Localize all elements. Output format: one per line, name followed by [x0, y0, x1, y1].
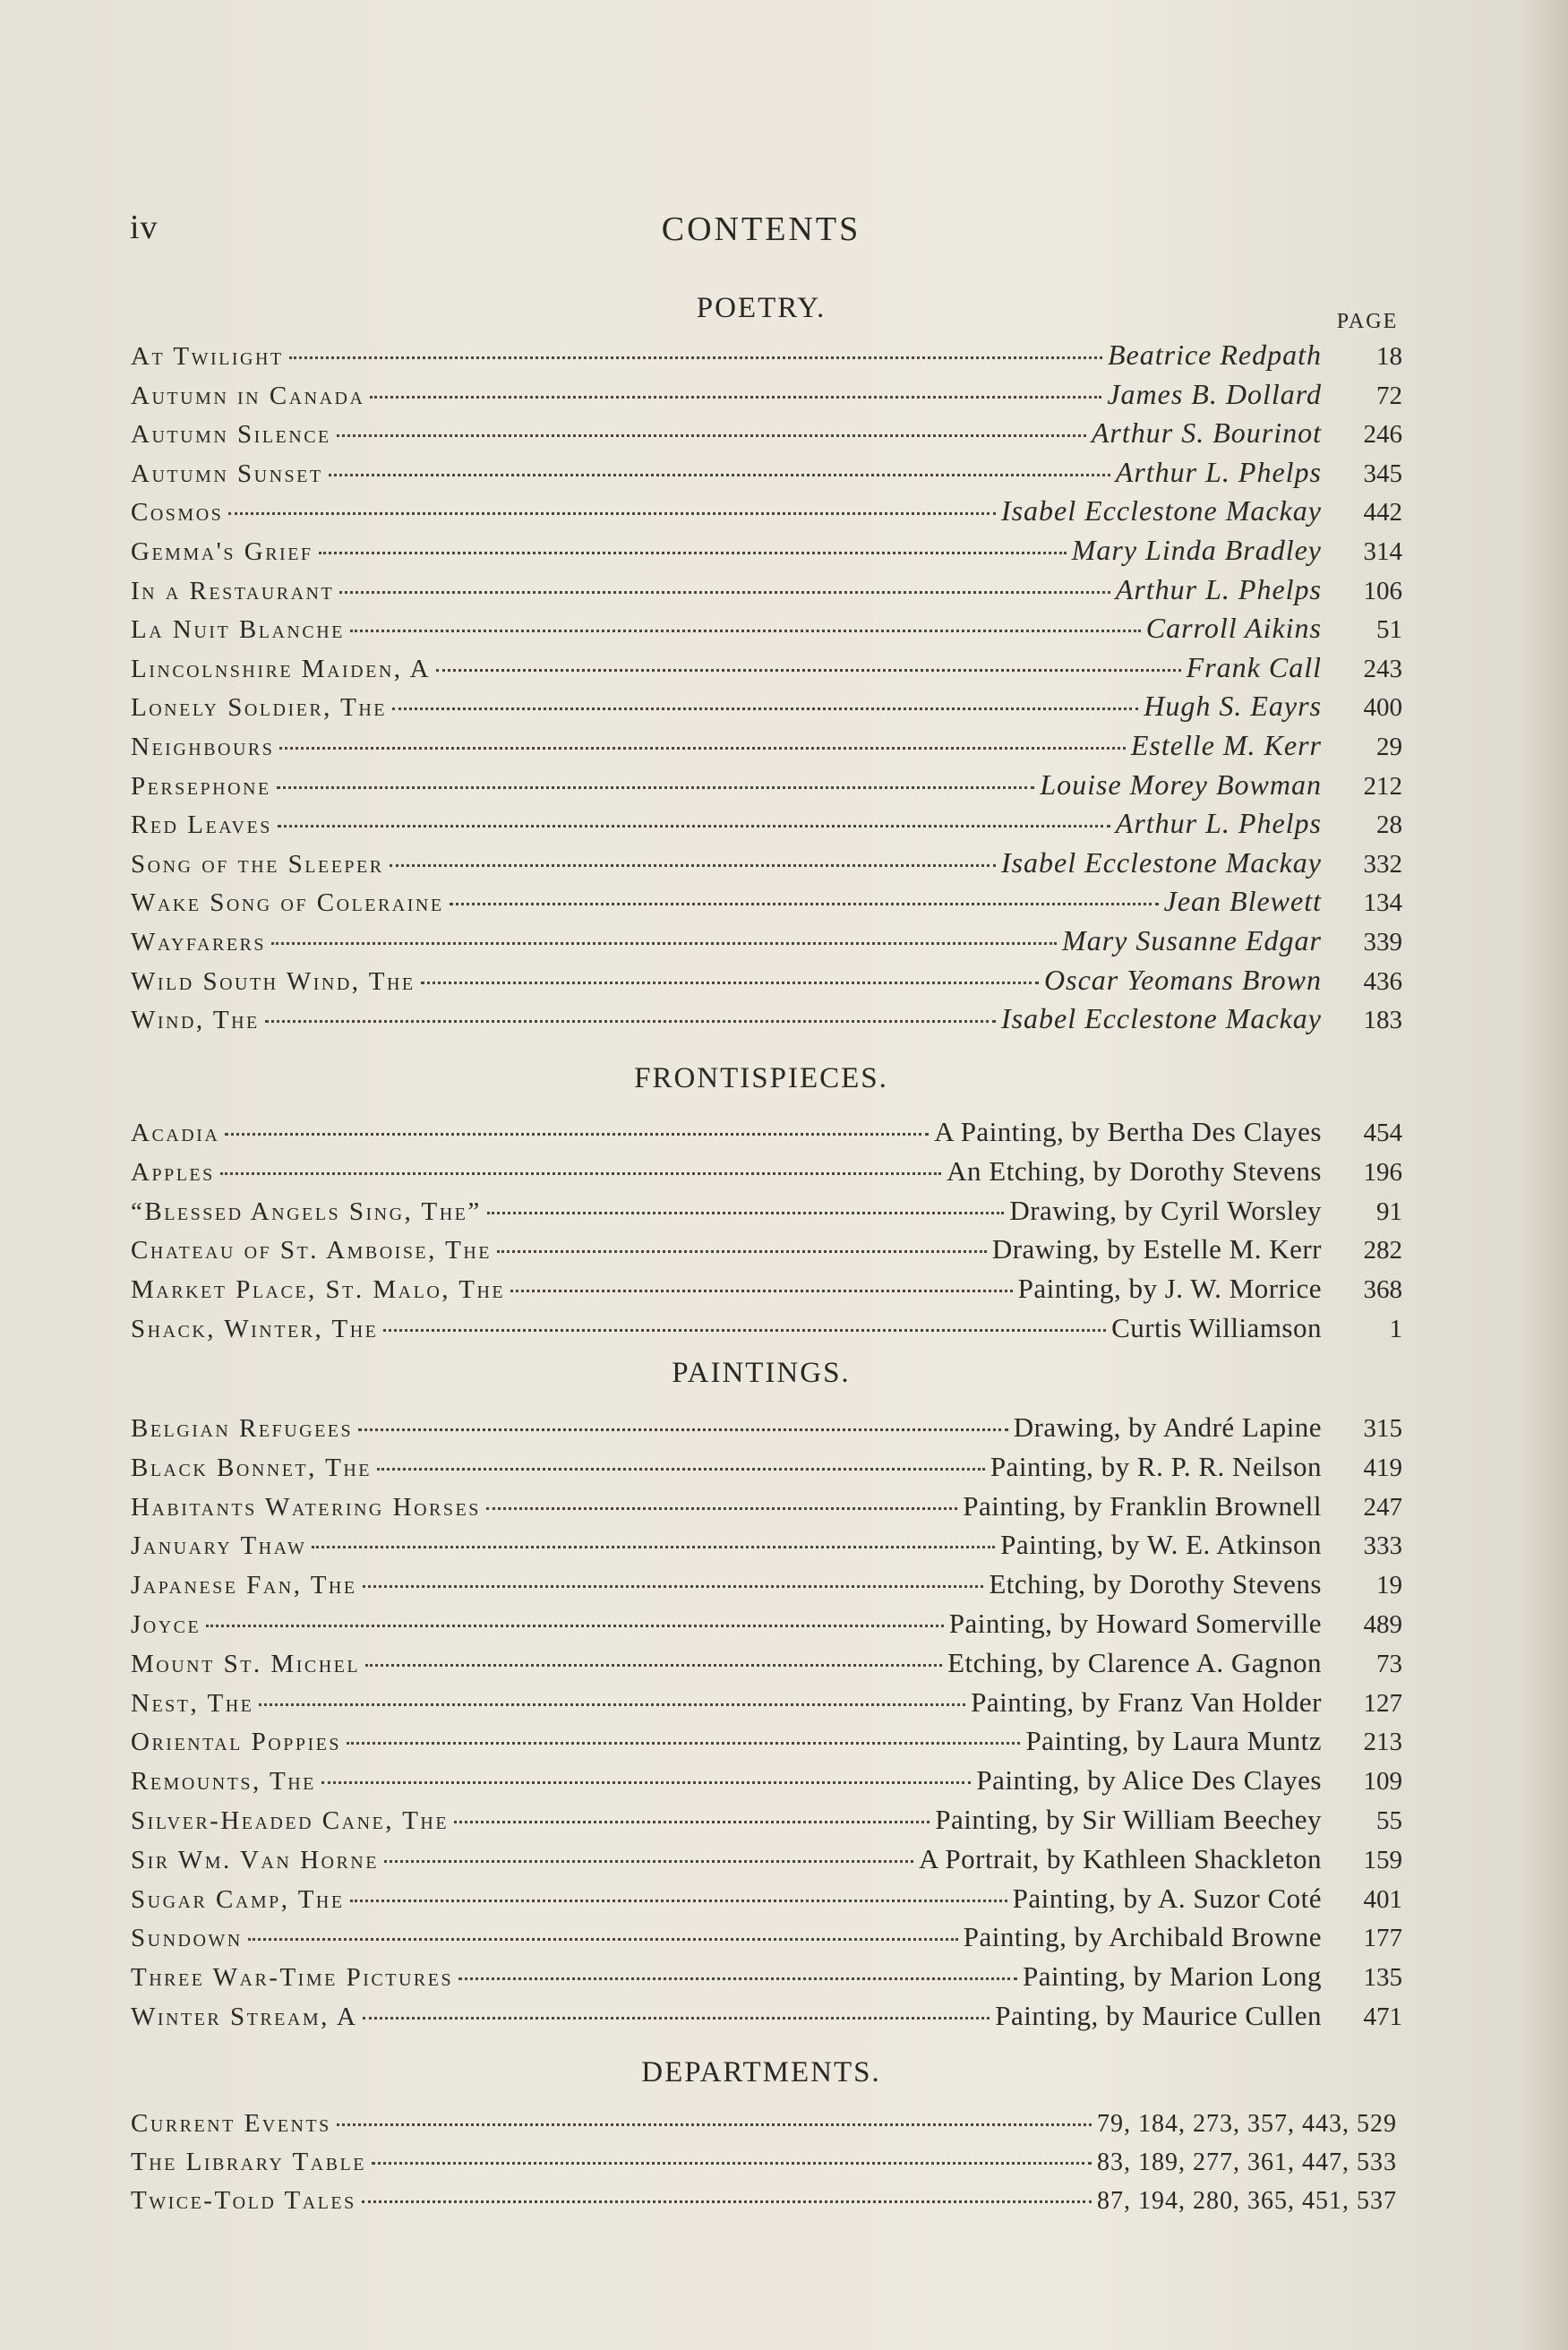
poetry-heading: POETRY.: [696, 292, 827, 324]
entry-page-number: 419: [1363, 1453, 1402, 1482]
entry-title: “Blessed Angels Sing, The”: [131, 1196, 482, 1226]
entry-title: Wild South Wind, The: [131, 966, 416, 996]
entry-credit: Drawing, by Cyril Worsley: [1009, 1194, 1322, 1226]
paintings-entry: [131, 1843, 1402, 1883]
paintings-entry: [131, 1883, 1402, 1922]
dot-leader: [339, 591, 1110, 594]
dot-leader: [497, 1250, 987, 1253]
paintings-entry: [131, 1568, 1402, 1608]
dot-leader: [365, 1664, 942, 1667]
entry-author: Estelle M. Kerr: [1130, 729, 1322, 761]
dot-leader: [321, 1781, 972, 1784]
entry-page-number: 106: [1363, 576, 1402, 605]
departments-heading: DEPARTMENTS.: [641, 2056, 881, 2088]
entry-author: Arthur L. Phelps: [1115, 572, 1322, 605]
entry-title: Red Leaves: [131, 810, 272, 840]
entry-page-number: 333: [1363, 1531, 1402, 1561]
entry-title: Oriental Poppies: [131, 1728, 341, 1757]
entry-credit: Etching, by Clarence A. Gagnon: [947, 1646, 1322, 1678]
dot-leader: [487, 1212, 1005, 1214]
dot-leader: [384, 1860, 913, 1863]
entry-author: Mary Linda Bradley: [1071, 534, 1322, 566]
entry-title: Wind, The: [131, 1006, 260, 1035]
dot-leader: [347, 1742, 1020, 1745]
dot-leader: [458, 1977, 1017, 1980]
dot-leader: [486, 1507, 957, 1510]
poetry-entry: [131, 494, 1402, 534]
entry-title: Nest, The: [131, 1688, 254, 1718]
entry-page-number: 332: [1363, 849, 1402, 879]
entry-page-number: 471: [1363, 2003, 1402, 2031]
entry-author: Arthur S. Bourinot: [1091, 416, 1322, 450]
poetry-entry: [131, 729, 1402, 768]
dot-leader: [337, 434, 1086, 437]
entry-title: Mount St. Michel: [131, 1649, 361, 1678]
entry-title: Autumn in Canada: [131, 381, 365, 410]
dot-leader: [319, 552, 1067, 554]
entry-credit: An Etching, by Dorothy Stevens: [947, 1154, 1322, 1187]
entry-page-numbers: 79, 184, 273, 357, 443, 529: [1097, 2110, 1397, 2138]
poetry-entry: [131, 378, 1402, 417]
entry-page-number: 442: [1363, 498, 1402, 527]
entry-title: Lincolnshire Maiden, A: [131, 654, 432, 683]
dot-leader: [436, 669, 1181, 672]
entry-page-number: 213: [1363, 1728, 1402, 1757]
frontispieces-entry: [131, 1233, 1402, 1273]
entry-page-number: 436: [1363, 966, 1402, 996]
entry-credit: Painting, by Maurice Cullen: [995, 2000, 1322, 2031]
entry-title: Joyce: [131, 1610, 201, 1639]
dot-leader: [362, 2200, 1092, 2203]
entry-page-numbers: 83, 189, 277, 361, 447, 533: [1097, 2148, 1397, 2176]
dot-leader: [278, 825, 1110, 828]
paintings-entry: [131, 2000, 1402, 2039]
entry-page-number: 135: [1363, 1963, 1402, 1993]
entry-page-number: 91: [1376, 1196, 1402, 1226]
entry-title: Remounts, The: [131, 1767, 316, 1797]
entry-credit: Painting, by Franklin Brownell: [963, 1489, 1322, 1522]
entry-author: Carroll Aikins: [1145, 612, 1322, 645]
entry-page-number: 55: [1376, 1806, 1402, 1835]
entry-title: Sundown: [131, 1924, 243, 1953]
entry-page-number: 127: [1363, 1688, 1402, 1718]
entry-page-number: 212: [1363, 771, 1402, 801]
entry-title: Autumn Silence: [131, 420, 331, 450]
frontispieces-entry: [131, 1116, 1402, 1155]
entry-page-number: 489: [1363, 1610, 1402, 1639]
entry-credit: A Portrait, by Kathleen Shackleton: [918, 1842, 1322, 1874]
entry-page-number: 73: [1376, 1649, 1402, 1678]
poetry-entry: [131, 534, 1402, 573]
poetry-entry: [131, 416, 1402, 456]
entry-title: January Thaw: [131, 1531, 307, 1561]
entry-page-number: 183: [1363, 1006, 1402, 1035]
paintings-heading: PAINTINGS.: [672, 1357, 851, 1389]
entry-title: Acadia: [131, 1119, 220, 1147]
entry-author: Isabel Ecclestone Mackay: [1000, 845, 1322, 879]
entry-author: Arthur L. Phelps: [1115, 807, 1322, 840]
entry-author: Isabel Ecclestone Mackay: [1000, 494, 1322, 527]
dot-leader: [228, 512, 996, 515]
dot-leader: [390, 864, 996, 867]
entry-page-number: 109: [1363, 1767, 1402, 1797]
entry-page-number: 400: [1363, 693, 1402, 723]
departments-entry: [131, 2186, 1402, 2226]
dot-leader: [350, 1900, 1007, 1902]
frontispieces-entry: [131, 1273, 1402, 1312]
poetry-entry: [131, 768, 1402, 808]
entry-page-number: 177: [1363, 1924, 1402, 1953]
page-folio: iv: [130, 209, 159, 246]
entry-credit: Painting, by A. Suzor Coté: [1012, 1882, 1322, 1914]
entry-page-number: 243: [1363, 654, 1402, 683]
paintings-entry: [131, 1686, 1402, 1726]
entry-page-number: 401: [1363, 1884, 1402, 1914]
dot-leader: [392, 708, 1138, 710]
entry-title: Song of the Sleeper: [131, 849, 384, 879]
entry-author: Oscar Yeomans Brown: [1044, 963, 1322, 996]
entry-credit: Painting, by Marion Long: [1022, 1960, 1322, 1993]
entry-author: Beatrice Redpath: [1107, 339, 1322, 371]
frontispieces-entry: [131, 1155, 1402, 1195]
entry-title: Twice-Told Tales: [131, 2186, 356, 2215]
entry-page-number: 51: [1376, 615, 1402, 645]
entry-author: Hugh S. Eayrs: [1144, 690, 1322, 723]
dot-leader: [372, 2162, 1092, 2165]
entry-page-number: 247: [1363, 1492, 1402, 1522]
entry-author: Isabel Ecclestone Mackay: [1000, 1002, 1322, 1035]
poetry-entry: [131, 964, 1402, 1003]
dot-leader: [279, 747, 1125, 750]
entry-page-number: 29: [1376, 733, 1402, 761]
entry-author: Jean Blewett: [1163, 885, 1322, 918]
paintings-entry: [131, 1529, 1402, 1568]
entry-title: The Library Table: [131, 2148, 366, 2176]
entry-title: Cosmos: [131, 498, 224, 527]
dot-leader: [421, 982, 1039, 984]
dot-leader: [265, 1020, 996, 1023]
entry-page-number: 315: [1363, 1414, 1402, 1443]
dot-leader: [248, 1938, 958, 1941]
entry-title: Wake Song of Coleraine: [131, 888, 444, 918]
entry-title: Apples: [131, 1157, 215, 1187]
entry-page-number: 246: [1363, 420, 1402, 450]
entry-title: Persephone: [131, 771, 271, 801]
dot-leader: [383, 1329, 1106, 1332]
poetry-entry: [131, 885, 1402, 924]
dot-leader: [358, 1428, 1008, 1431]
entry-credit: Painting, by Archibald Browne: [963, 1921, 1322, 1953]
frontispieces-heading: FRONTISPIECES.: [634, 1062, 888, 1094]
dot-leader: [259, 1703, 965, 1706]
page-column-label: PAGE: [1336, 310, 1399, 333]
entry-page-number: 196: [1363, 1157, 1402, 1187]
entry-title: Belgian Refugees: [131, 1414, 354, 1443]
entry-page-number: 72: [1376, 381, 1402, 410]
entry-credit: Painting, by Sir William Beechey: [935, 1804, 1322, 1835]
dot-leader: [337, 2123, 1092, 2126]
paintings-entry: [131, 1411, 1402, 1451]
entry-page-number: 18: [1376, 342, 1402, 371]
entry-title: Three War-Time Pictures: [131, 1963, 454, 1993]
entry-title: La Nuit Blanche: [131, 615, 345, 645]
entry-title: Japanese Fan, The: [131, 1571, 357, 1600]
entry-credit: Etching, by Dorothy Stevens: [989, 1568, 1322, 1600]
entry-title: Chateau of St. Amboise, The: [131, 1236, 493, 1265]
dot-leader: [510, 1290, 1013, 1292]
entry-credit: Painting, by Howard Somerville: [948, 1608, 1322, 1639]
entry-credit: A Painting, by Bertha Des Clayes: [934, 1116, 1322, 1147]
entry-page-number: 339: [1363, 928, 1402, 956]
dot-leader: [363, 1585, 984, 1588]
entry-title: Habitants Watering Horses: [131, 1492, 481, 1522]
poetry-entry: [131, 807, 1402, 846]
entry-page-number: 368: [1363, 1275, 1402, 1305]
poetry-entry: [131, 339, 1402, 378]
entry-credit: Painting, by R. P. R. Neilson: [990, 1450, 1322, 1482]
dot-leader: [312, 1546, 995, 1548]
entry-author: Arthur L. Phelps: [1115, 455, 1322, 488]
poetry-entry: [131, 924, 1402, 964]
departments-entry: [131, 2109, 1402, 2148]
dot-leader: [370, 396, 1101, 399]
entry-credit: Painting, by Laura Muntz: [1025, 1725, 1322, 1757]
frontispieces-entry: [131, 1312, 1402, 1351]
entry-author: Frank Call: [1186, 650, 1322, 683]
dot-leader: [454, 1821, 930, 1823]
entry-page-number: 345: [1363, 459, 1402, 488]
paintings-entry: [131, 1804, 1402, 1843]
entry-credit: Painting, by Franz Van Holder: [971, 1685, 1322, 1718]
entry-title: Shack, Winter, The: [131, 1315, 379, 1343]
poetry-entry: [131, 690, 1402, 729]
entry-title: Sugar Camp, The: [131, 1884, 345, 1914]
dot-leader: [350, 630, 1141, 632]
entry-page-number: 314: [1363, 537, 1402, 566]
dot-leader: [206, 1625, 944, 1627]
entry-author: Louise Morey Bowman: [1040, 768, 1322, 801]
entry-title: Gemma's Grief: [131, 537, 313, 566]
entry-credit: Drawing, by Estelle M. Kerr: [991, 1233, 1322, 1265]
entry-page-number: 159: [1363, 1845, 1402, 1874]
paintings-entry: [131, 1764, 1402, 1804]
paintings-entry: [131, 1490, 1402, 1530]
entry-title: In a Restaurant: [131, 576, 335, 605]
dot-leader: [329, 474, 1110, 476]
departments-entry: [131, 2148, 1402, 2187]
running-head-title: CONTENTS: [661, 210, 861, 248]
poetry-entry: [131, 846, 1402, 886]
poetry-entry: [131, 651, 1402, 690]
entry-title: At Twilight: [131, 342, 284, 371]
entry-title: Current Events: [131, 2109, 331, 2138]
dot-leader: [220, 1172, 941, 1175]
entry-page-number: 1: [1389, 1315, 1402, 1343]
dot-leader: [377, 1468, 985, 1471]
entry-page-number: 454: [1363, 1119, 1402, 1147]
entry-title: Wayfarers: [131, 928, 267, 956]
paintings-entry: [131, 1960, 1402, 2000]
entry-title: Neighbours: [131, 733, 275, 761]
paintings-entry: [131, 1451, 1402, 1490]
entry-credit: Painting, by W. E. Atkinson: [1000, 1529, 1322, 1561]
poetry-entry: [131, 456, 1402, 495]
paintings-entry: [131, 1608, 1402, 1647]
poetry-entry: [131, 1002, 1402, 1042]
entry-title: Lonely Soldier, The: [131, 693, 388, 723]
entry-page-number: 19: [1376, 1571, 1402, 1600]
dot-leader: [277, 786, 1035, 789]
dot-leader: [271, 942, 1057, 945]
entry-title: Silver-Headed Cane, The: [131, 1806, 450, 1835]
frontispieces-entry: [131, 1195, 1402, 1234]
entry-title: Sir Wm. Van Horne: [131, 1845, 379, 1874]
entry-page-number: 28: [1376, 810, 1402, 840]
entry-title: Winter Stream, A: [131, 2003, 358, 2031]
paintings-entry: [131, 1647, 1402, 1686]
entry-credit: Painting, by J. W. Morrice: [1017, 1273, 1322, 1305]
entry-author: James B. Dollard: [1107, 377, 1322, 410]
poetry-entry: [131, 573, 1402, 613]
entry-title: Black Bonnet, The: [131, 1453, 372, 1482]
dot-leader: [225, 1133, 929, 1136]
dot-leader: [363, 2017, 990, 2020]
entry-page-number: 134: [1363, 888, 1402, 918]
entry-title: Market Place, St. Malo, The: [131, 1275, 506, 1305]
poetry-entry: [131, 612, 1402, 651]
entry-page-numbers: 87, 194, 280, 365, 451, 537: [1097, 2187, 1397, 2215]
dot-leader: [289, 356, 1102, 359]
paintings-entry: [131, 1725, 1402, 1764]
entry-title: Autumn Sunset: [131, 459, 323, 488]
entry-credit: Curtis Williamson: [1111, 1312, 1322, 1343]
dot-leader: [450, 903, 1159, 905]
entry-author: Mary Susanne Edgar: [1062, 924, 1322, 956]
entry-credit: Drawing, by André Lapine: [1013, 1411, 1322, 1443]
entry-credit: Painting, by Alice Des Clayes: [976, 1764, 1322, 1797]
paintings-entry: [131, 1921, 1402, 1960]
entry-page-number: 282: [1363, 1236, 1402, 1265]
